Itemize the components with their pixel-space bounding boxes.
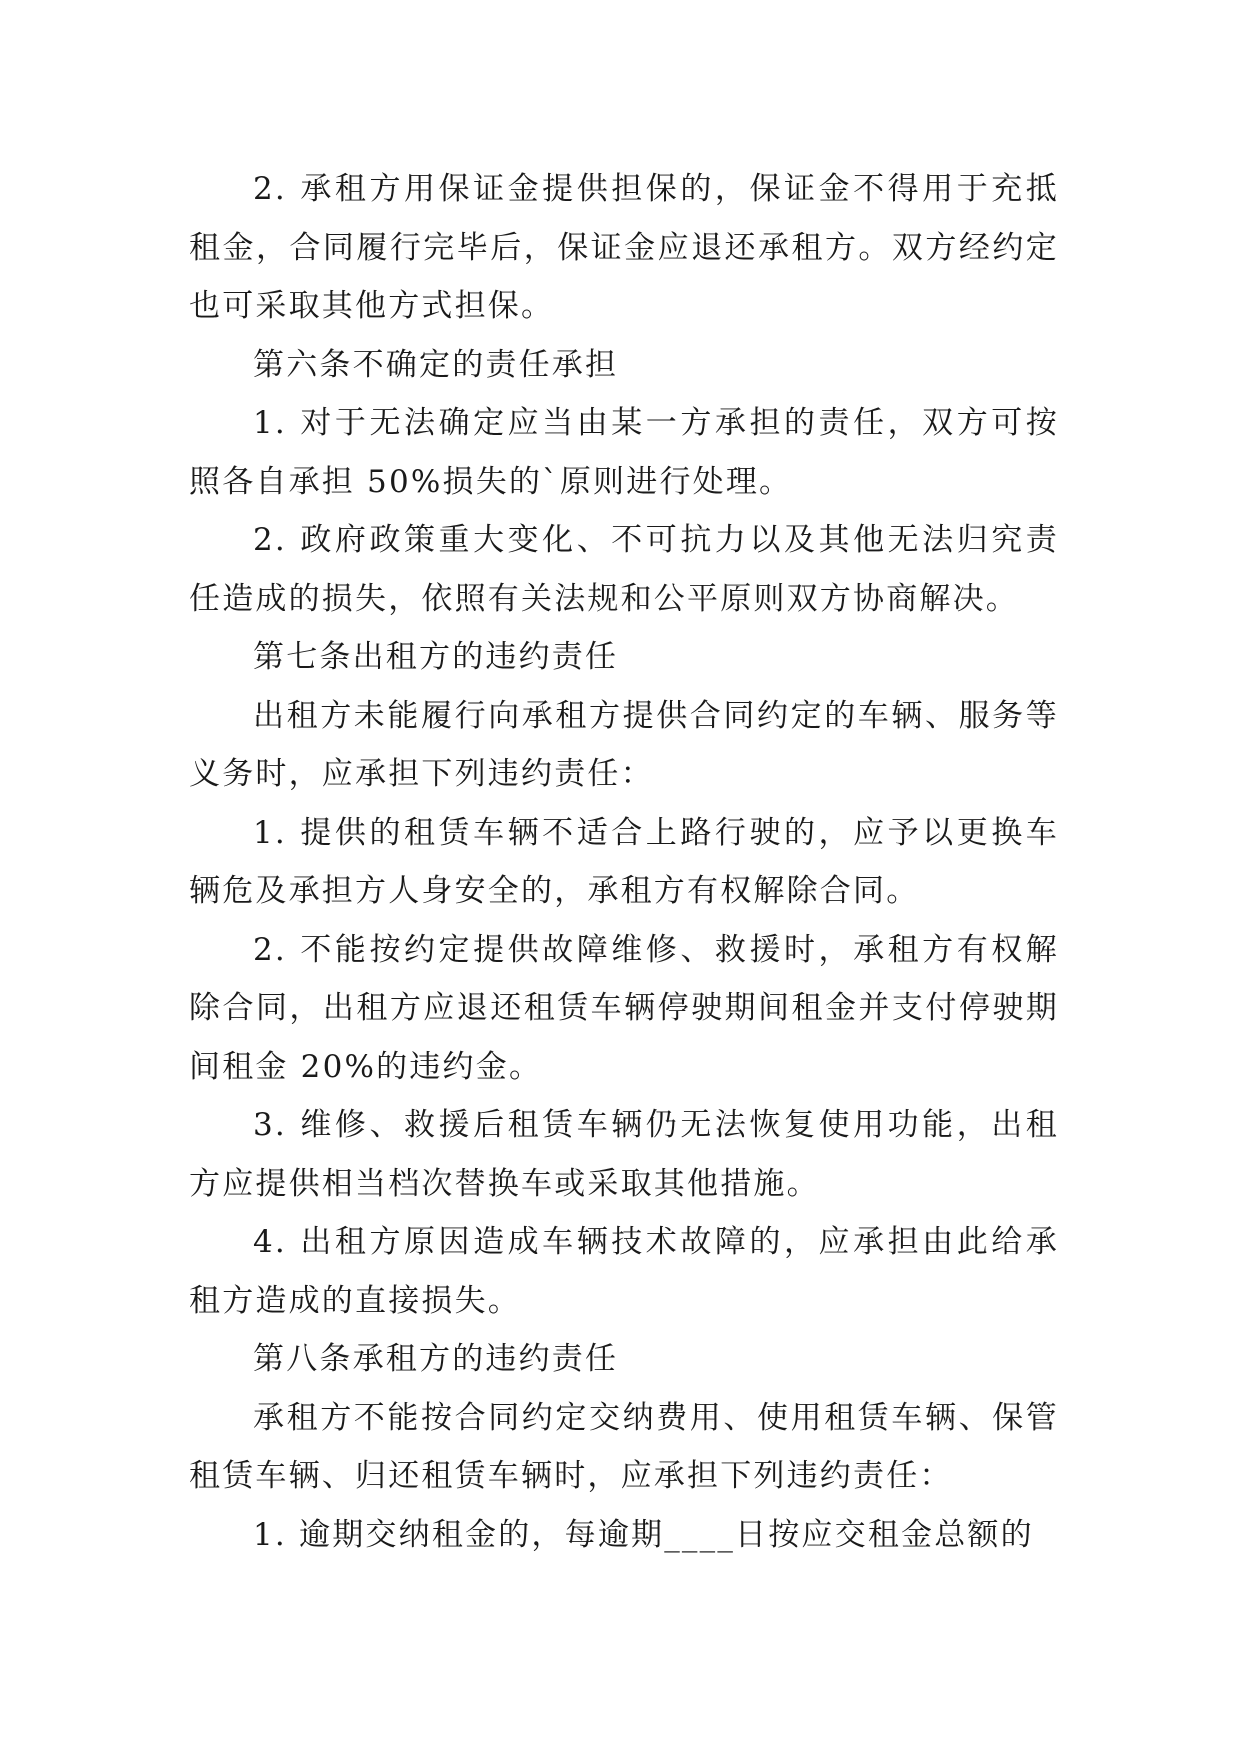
paragraph-article-8-item-1: 1. 逾期交纳租金的，每逾期____日按应交租金总额的 xyxy=(253,1516,1034,1553)
paragraph-article-8-intro: 承租方不能按合同约定交纳费用、使用租赁车辆、保管租赁车辆、归还租赁车辆时，应承担下列违约责任： xyxy=(189,1399,1059,1494)
paragraph-article-6-item-2: 2. 政府政策重大变化、不可抗力以及其他无法归究责任造成的损失，依照有关法规和公平原则双方协商解决。 xyxy=(189,522,1059,617)
paragraph-article-6-item-1: 1. 对于无法确定应当由某一方承担的责任，双方可按照各自承担 50%损失的`原则进行处理。 xyxy=(189,405,1059,500)
paragraph-article-7-item-4: 4. 出租方原因造成车辆技术故障的，应承担由此给承租方造成的直接损失。 xyxy=(189,1224,1059,1319)
paragraph-article-7-item-2: 2. 不能按约定提供故障维修、救援时，承租方有权解除合同，出租方应退还租赁车辆停驶期间租金并支付停驶期间租金 20%的违约金。 xyxy=(189,931,1059,1085)
paragraph-article-7-item-1: 1. 提供的租赁车辆不适合上路行驶的，应予以更换车辆危及承担方人身安全的，承租方有权解除合同。 xyxy=(189,814,1059,909)
document-body xyxy=(189,160,1059,1564)
article-7-heading: 第七条出租方的违约责任 xyxy=(253,639,619,675)
article-6-heading: 第六条不确定的责任承担 xyxy=(253,346,619,383)
article-8-heading: 第八条承租方的违约责任 xyxy=(253,1341,619,1377)
paragraph-article-7-intro: 出租方未能履行向承租方提供合同约定的车辆、服务等义务时，应承担下列违约责任： xyxy=(189,697,1059,792)
paragraph-deposit-guarantee: 2. 承租方用保证金提供担保的，保证金不得用于充抵租金，合同履行完毕后，保证金应退还承租方。双方经约定也可采取其他方式担保。 xyxy=(189,171,1059,324)
paragraph-article-7-item-3: 3. 维修、救援后租赁车辆仍无法恢复使用功能，出租方应提供相当档次替换车或采取其他措施。 xyxy=(189,1107,1059,1202)
